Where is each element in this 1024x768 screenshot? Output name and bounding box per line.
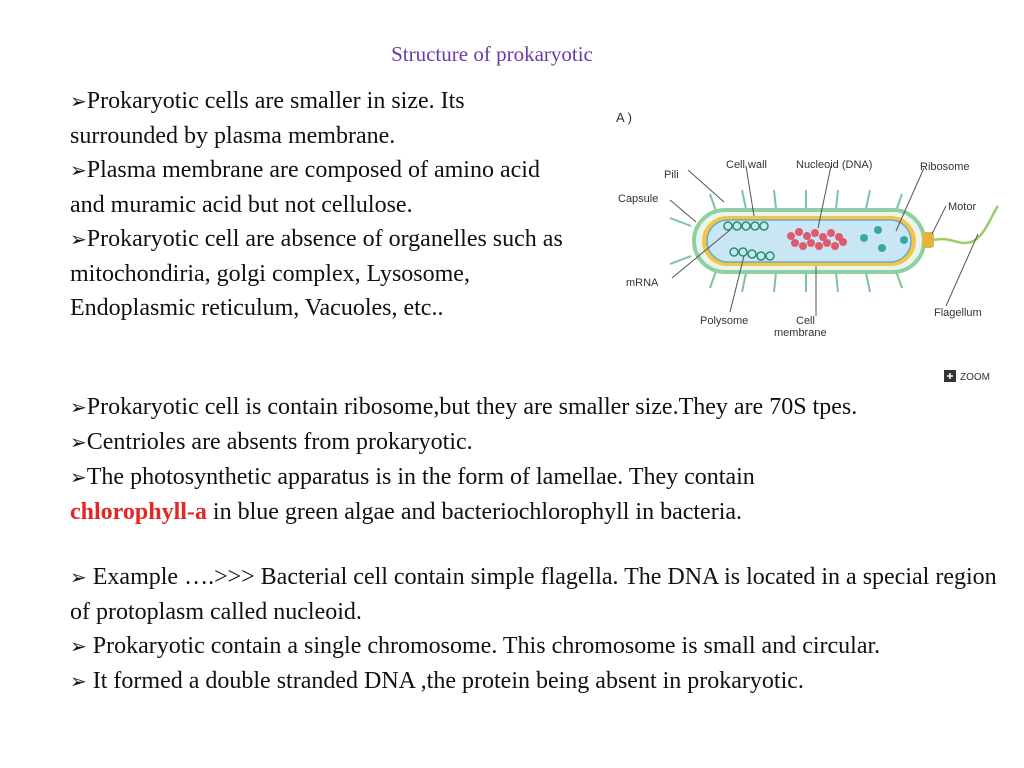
paragraph-group-2 <box>70 390 1000 529</box>
paragraph-2: Plasma membrane are composed of amino acid and muramic acid but not cellulose. <box>70 157 540 218</box>
slide-title: Structure of prokaryotic <box>391 42 593 66</box>
arrow-bullet-icon: ➢ <box>70 567 87 589</box>
flagellum-label: Flagellum <box>934 307 982 319</box>
ribosome-label: Ribosome <box>920 161 970 173</box>
motor <box>922 232 934 248</box>
arrow-bullet-icon: ➢ <box>70 91 87 113</box>
paragraph-8: Prokaryotic contain a single chromosome. This chromosome is small and circular. <box>86 633 881 659</box>
paragraph-3: Prokaryotic cell are absence of organelles such as mitochondiria, golgi complex, Lysosome, Endoplasmic reticulum, Vacuoles, etc.. <box>70 226 563 321</box>
capsule-label: Capsule <box>618 193 659 205</box>
prokaryotic-cell-diagram <box>606 106 1006 386</box>
mrna-label: mRNA <box>626 277 659 289</box>
nucleoid-label: Nucleoid (DNA) <box>796 159 873 171</box>
arrow-bullet-icon: ➢ <box>70 229 87 251</box>
paragraph-5: Centrioles are absents from prokaryotic. <box>86 429 473 455</box>
paragraph-6: The photosynthetic apparatus is in the form of lamellae. They contain <box>86 464 755 490</box>
arrow-bullet-icon: ➢ <box>70 467 87 489</box>
motor-label: Motor <box>948 201 977 213</box>
polysome-label: Polysome <box>700 315 749 327</box>
paragraph-9: It formed a double stranded DNA ,the protein being absent in prokaryotic. <box>86 668 804 694</box>
cell-membrane-label-1: Cell <box>796 315 815 327</box>
arrow-bullet-icon: ➢ <box>70 636 87 658</box>
paragraph-group-3 <box>70 560 1000 699</box>
chlorophyll-highlight: chlorophyll-a <box>70 499 207 525</box>
cell-membrane-label-2: membrane <box>774 327 827 339</box>
zoom-button[interactable] <box>944 370 990 383</box>
cell-wall-label: Cell wall <box>726 159 767 171</box>
arrow-bullet-icon: ➢ <box>70 432 87 454</box>
panel-label: A ) <box>616 110 632 125</box>
paragraph-7: Example ….>>> Bacterial cell contain simple flagella. The DNA is located in a special region of protoplasm called nucleoid. <box>70 564 997 625</box>
arrow-bullet-icon: ➢ <box>70 397 87 419</box>
paragraph-1: Prokaryotic cells are smaller in size. Its surrounded by plasma membrane. <box>70 88 465 149</box>
arrow-bullet-icon: ➢ <box>70 671 87 693</box>
paragraph-group-1 <box>70 84 570 325</box>
pili-label: Pili <box>664 169 679 181</box>
zoom-label: ZOOM <box>960 372 990 383</box>
paragraph-4: Prokaryotic cell is contain ribosome,but they are smaller size.They are 70S tpes. <box>86 394 858 420</box>
paragraph-6-rest: in blue green algae and bacteriochlorophyll in bacteria. <box>206 499 743 525</box>
arrow-bullet-icon: ➢ <box>70 160 87 182</box>
